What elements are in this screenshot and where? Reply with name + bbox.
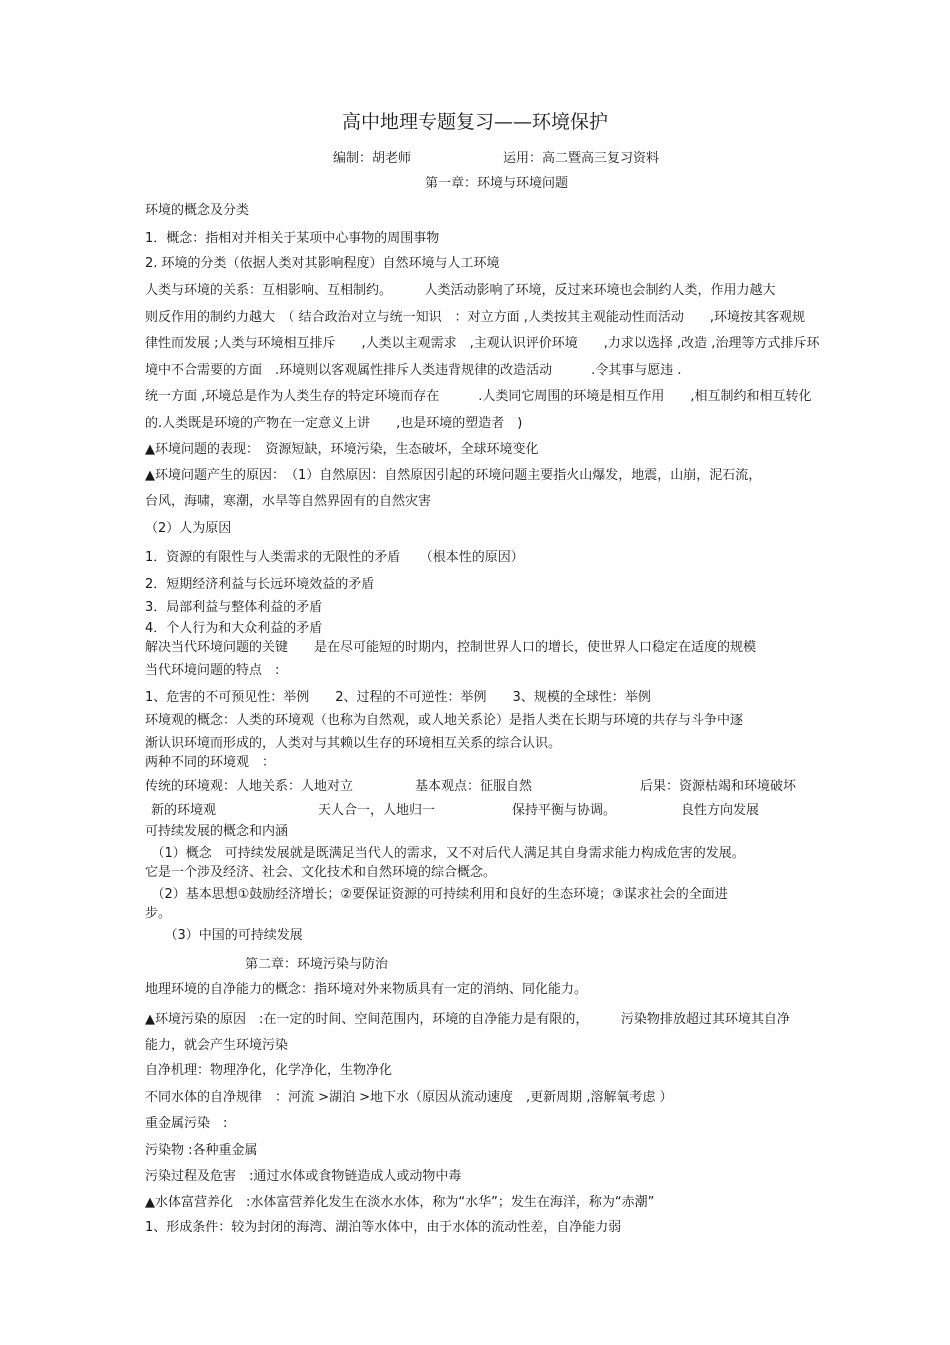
text-line: 渐认识环境而形成的，人类对与其赖以生存的环境相互关系的综合认识。 — [145, 736, 562, 751]
text-line: ▲环境污染的原因 :在一定的时间、空间范围内，环境的自净能力是有限的， 污染物排放超过其环境其自净 — [145, 1012, 790, 1027]
modern-view-result: 良性方向发展 — [681, 803, 760, 818]
text-line: 4．个人行为和大众利益的矛盾 — [145, 621, 323, 636]
text-line: 它是一个涉及经济、社会、文化技术和自然环境的综合概念。 — [145, 865, 497, 880]
document-title: 高中地理专题复习——环境保护 — [341, 111, 608, 133]
author-line: 编制：胡老师 — [333, 151, 412, 166]
text-line: 两种不同的环境观 ： — [145, 755, 276, 770]
text-line: 2．短期经济利益与长远环境效益的矛盾 — [145, 577, 375, 592]
modern-view-name: 新的环境观 — [151, 803, 217, 818]
text-line: 解决当代环境问题的关键 是在尽可能短的时期内，控制世界人口的增长，使世界人口稳定在适度的规模 — [145, 640, 757, 655]
text-line: 1．概念：指相对并相关于某项中心事物的周围事物 — [145, 231, 440, 246]
text-line: ▲环境问题产生的原因： （1）自然原因：自然原因引起的环境问题主要指火山爆发，地震，山崩，泥石流， — [145, 468, 762, 483]
text-line: 不同水体的自净规律 ：河流 >湖泊 >地下水（原因从流动速度 ,更新周期 ,溶解氧考虑 ） — [145, 1090, 673, 1105]
text-line: 律性而发展 ;人类与环境相互排斥 ,人类以主观需求 ,主观认识评价环境 ,力求以选择 ,改造 ,治理等方式排斥环 — [145, 336, 820, 351]
text-line: ▲环境问题的表现： 资源短缺，环境污染，生态破坏，全球环境变化 — [145, 442, 539, 457]
text-line: 步。 — [145, 906, 172, 921]
text-line: 地理环境的自净能力的概念：指环境对外来物质具有一定的消纳、同化能力。 — [145, 982, 588, 997]
traditional-view-result: 后果：资源枯竭和环境破坏 — [640, 779, 797, 794]
text-line: （2）人为原因 — [145, 521, 232, 536]
text-line: 1．资源的有限性与人类需求的无限性的矛盾 （根本性的原因） — [145, 550, 524, 565]
text-line: 自净机理：物理净化，化学净化，生物净化 — [145, 1063, 393, 1078]
chapter-2-heading: 第二章：环境污染与防治 — [245, 957, 389, 972]
text-line: 可持续发展的概念和内涵 — [145, 824, 289, 839]
text-line: 2. 环境的分类（依据人类对其影响程度）自然环境与人工环境 — [145, 256, 500, 271]
text-line: （3）中国的可持续发展 — [145, 928, 303, 943]
text-line: 台风，海啸，寒潮，水旱等自然界固有的自然灾害 — [145, 494, 432, 509]
text-line: 重金属污染 : — [145, 1116, 228, 1131]
text-line: 的.人类既是环境的产物在一定意义上讲 ,也是环境的塑造者 ) — [145, 416, 523, 431]
text-line: 环境观的概念：人类的环境观（也称为自然观，或人地关系论）是指人类在长期与环境的共存与斗争中逐 — [145, 713, 744, 728]
text-line: 环境的概念及分类 — [145, 203, 250, 218]
text-line: 则反作用的制约力越大 （ 结合政治对立与统一知识 ：对立方面 ,人类按其主观能动性而活动 ,环境按其客观规 — [145, 310, 806, 325]
text-line: 3．局部利益与整体利益的矛盾 — [145, 600, 323, 615]
traditional-view-idea: 基本观点：征服自然 — [415, 779, 533, 794]
text-line: 1、危害的不可预见性：举例 2、过程的不可逆性：举例 3、规模的全球性：举例 — [145, 690, 651, 705]
text-line: ▲水体富营养化 :水体富营养化发生在淡水水体，称为“水华”；发生在海洋，称为“赤潮” — [145, 1195, 655, 1210]
text-line: （1）概念 可持续发展就是既满足当代人的需求，又不对后代人满足其自身需求能力构成危害的发展。 — [145, 846, 745, 861]
chapter-1-heading: 第一章：环境与环境问题 — [425, 176, 569, 191]
text-line: （2）基本思想①鼓励经济增长；②要保证资源的可持续利用和良好的生态环境；③谋求社会的全面进 — [145, 887, 728, 902]
traditional-view-name: 传统的环境观：人地关系：人地对立 — [145, 779, 354, 794]
text-line: 能力，就会产生环境污染 — [145, 1038, 289, 1053]
usage-line: 运用：高二暨高三复习资料 — [503, 151, 660, 166]
text-line: 人类与环境的关系：互相影响、互相制约。 人类活动影响了环境，反过来环境也会制约人类，作用力越大 — [145, 283, 776, 298]
text-line: 统一方面 ,环境总是作为人类生存的特定环境而存在 .人类同它周围的环境是相互作用 ,相互制约和相互转化 — [145, 389, 812, 404]
text-line: 1、形成条件：较为封闭的海湾、湖泊等水体中，由于水体的流动性差，自净能力弱 — [145, 1220, 622, 1235]
modern-view-idea: 天人合一，人地归一 — [318, 803, 436, 818]
text-line: 境中不合需要的方面 .环境则以客观属性排斥人类违背规律的改造活动 .令其事与愿违 . — [145, 363, 682, 378]
text-line: 污染物 :各种重金属 — [145, 1143, 258, 1158]
text-line: 污染过程及危害 :通过水体或食物链造成人或动物中毒 — [145, 1169, 462, 1184]
modern-view-idea-2: 保持平衡与协调。 — [512, 803, 617, 818]
text-line: 当代环境问题的特点 : — [145, 663, 280, 678]
